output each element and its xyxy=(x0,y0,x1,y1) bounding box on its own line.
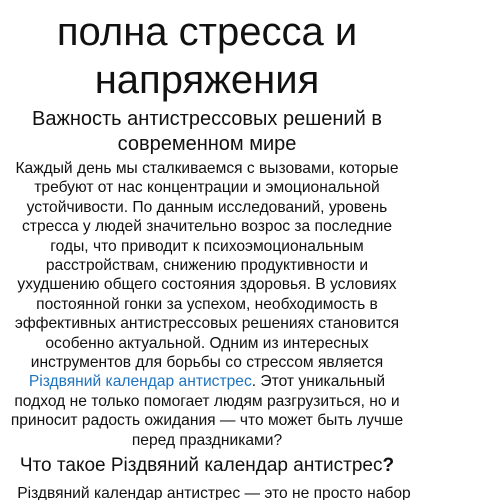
intro-paragraph xyxy=(4,159,410,450)
advent-calendar-link[interactable]: Різдвяний календар антистрес xyxy=(28,373,252,391)
section-heading-question-mark: ? xyxy=(382,455,395,476)
article-subtitle: Важность антистрессовых решений в современном мире xyxy=(32,108,382,155)
section-paragraph: Різдвяний календар антистрес — это не просто набор xyxy=(17,485,411,500)
article-title-line-2: напряжения xyxy=(94,58,320,102)
section-heading xyxy=(0,454,414,478)
article-title-line-1: полна стресса и xyxy=(56,10,358,54)
intro-text-after-link: . Этот уникальный подход не только помогает людям разгрузиться, но и приносит радость ожидания — что может быть лучше перед праздниками? xyxy=(10,373,404,449)
section-heading-text: Что такое Різдвяний календар антистрес xyxy=(19,455,383,476)
intro-text-before-link: Каждый день мы сталкиваемся с вызовами, которые требуют от нас концентрации и эмоциональной устойчивости. По данным исследований, уровень стресса у людей значительно возрос за последние годы, что приводит к психоэмоциональным расстройствам, снижению продуктивности и ухудшению общего состояния здоровья. В условиях постоянной гонки за успехом, необходимость в эффективных антистрессовых решениях становится особенно актуальной. Одним из интересных инструментов для борьбы со стрессом является xyxy=(14,160,400,372)
